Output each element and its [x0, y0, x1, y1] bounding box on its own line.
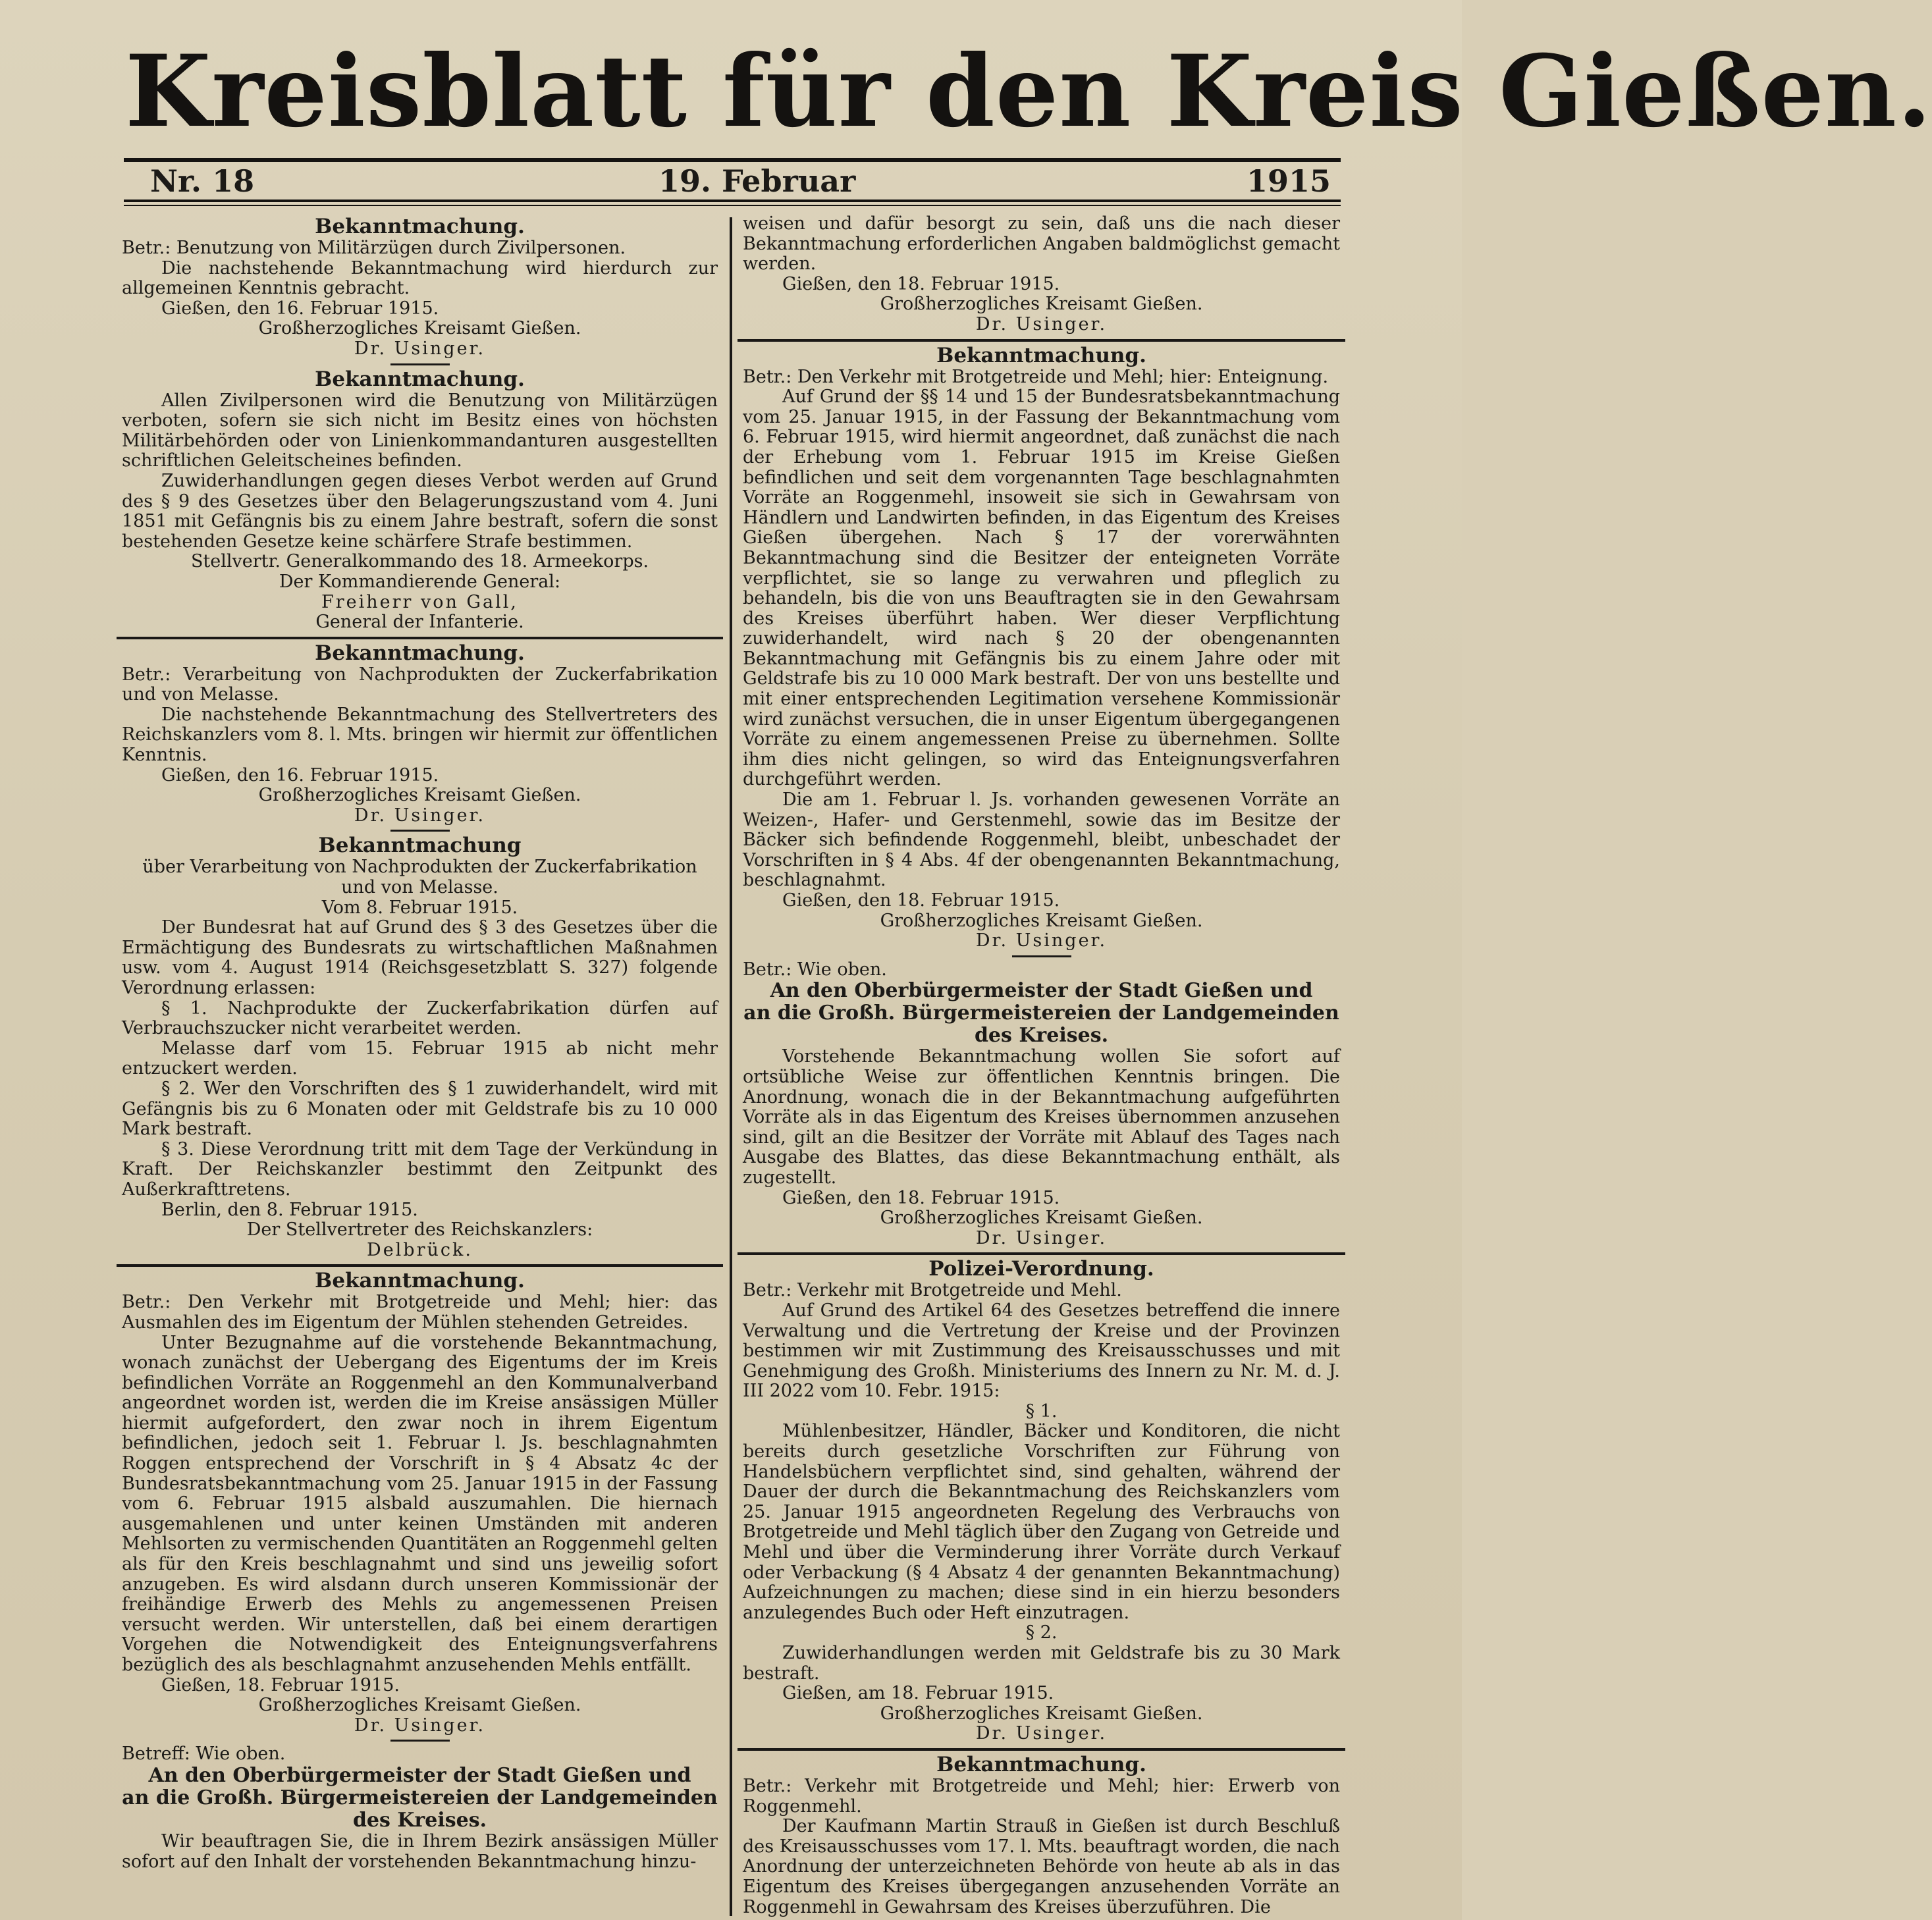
notice-paragraph: Allen Zivilpersonen wird die Benutzung von Militärzügen verboten, sofern sie sich nicht im Besitz eines von höchsten Militärbehörden oder von Linienkommandanturen ausgestellten schriftlichen Geleitscheines befinden. — [122, 390, 718, 471]
column-divider — [730, 217, 732, 1916]
issue-year: 1915 — [1247, 163, 1331, 199]
notice-text: weisen und dafür besorgt zu sein, daß uns die nach dieser Bekanntmachung erforderlichen Angaben baldmöglichst gemacht werden. — [743, 213, 1340, 275]
notice-text: Die nachstehende Bekanntmachung wird hierdurch zur allgemeinen Kenntnis gebracht. — [122, 257, 718, 299]
notice-paragraph: Auf Grund des Artikel 64 des Gesetzes betreffend die innere Verwaltung und die Vertretung der Kreise und der Provinzen bestimmen wir mit Zustimmung des Kreisausschusses und mit Genehmigung des Großh. Ministeriums des Innern zu Nr. M. d. J. III 2022 vom 10. Febr. 1915: — [743, 1300, 1340, 1402]
notice-text: Vorstehende Bekanntmachung wollen Sie sofort auf ortsübliche Weise zur öffentlichen Kenntnis bringen. Die Anordnung, wonach die in der Bekanntmachung aufgeführten Vorräte als in das Eigentum des Kreises übernommen anzusehen sind, gilt an die Besitzer der Vorräte mit Ablauf des Tages nach Ausgabe des Blattes, das diese Bekanntmachung enthält, als zugestellt. — [743, 1046, 1340, 1188]
notice-sugar-byproducts — [122, 642, 718, 832]
notice-paragraph: Zuwiderhandlungen werden mit Geldstrafe bis zu 30 Mark bestraft. — [743, 1643, 1340, 1684]
notice-subject: Betr.: Verkehr mit Brotgetreide und Mehl; hier: Erwerb von Roggenmehl. — [743, 1775, 1340, 1817]
issue-number: Nr. 18 — [150, 163, 255, 199]
notice-mayors-mills — [122, 1744, 718, 1872]
notice-mill-grinding — [122, 1269, 718, 1742]
notice-signature: Delbrück. — [367, 1239, 473, 1260]
notice-place-date: Gießen, den 18. Februar 1915. — [782, 273, 1060, 294]
notice-text: Die nachstehende Bekanntmachung des Stellvertreters des Reichskanzlers vom 8. l. Mts. bringen wir hiermit zur öffentlichen Kenntnis. — [122, 704, 718, 766]
notice-police-ordinance — [743, 1258, 1340, 1751]
notice-paragraph: Der Bundesrat hat auf Grund des § 3 des Gesetzes über die Ermächtigung des Bundesrats zu wirtschaftlichen Maßnahmen usw. vom 4. August 1914 (Reichsgesetzblatt S. 327) folgende Verordnung erlassen: — [122, 917, 718, 998]
notice-subject: Betr.: Den Verkehr mit Brotgetreide und Mehl; hier: das Ausmahlen des im Eigentum der Mühlen stehenden Getreides. — [122, 1292, 718, 1333]
notice-subject: Betreff: Wie oben. — [122, 1744, 286, 1765]
notice-office: Großherzogliches Kreisamt Gießen. — [880, 910, 1203, 931]
notice-paragraph: Mühlenbesitzer, Händler, Bäcker und Konditoren, die nicht bereits durch gesetzliche Vorschriften zur Führung von Handelsbüchern verpflichtet sind, sind gehalten, während der Dauer der durch die Bekanntmachung des Reichskanzlers vom 25. Januar 1915 angeordneten Regelung des Verbrauchs von Brotgetreide und Mehl täglich über den Zugang von Getreide und Mehl und über die Verminderung ihrer Vorräte durch Verkauf oder Verbackung (§ 4 Absatz 4 der genannten Bekanntmachung) Aufzeichnungen zu machen; diese sind in ein hierzu besonders anzulegendes Buch oder Heft einzutragen. — [743, 1421, 1340, 1623]
section-divider — [738, 1748, 1345, 1751]
paragraph-number: § 1. — [1025, 1400, 1058, 1422]
notice-heading: Bekanntmachung. — [936, 343, 1146, 367]
masthead-rule-mid — [124, 200, 1341, 202]
notice-paragraph: § 1. Nachprodukte der Zuckerfabrikation dürfen auf Verbrauchszucker nicht verarbeitet werden. — [122, 998, 718, 1039]
notice-military-trains — [122, 215, 718, 365]
notice-subheading: über Verarbeitung von Nachprodukten der Zuckerfabrikation — [142, 857, 697, 878]
notice-office: Großherzogliches Kreisamt Gießen. — [880, 1208, 1203, 1229]
notice-signature: Dr. Usinger. — [975, 930, 1108, 951]
notice-place-date: Berlin, den 8. Februar 1915. — [161, 1199, 418, 1220]
notice-heading: Bekanntmachung. — [315, 215, 525, 238]
notice-place-date: Gießen, den 18. Februar 1915. — [782, 1187, 1060, 1208]
notice-office: Großherzogliches Kreisamt Gießen. — [258, 785, 581, 806]
notice-signature: Dr. Usinger. — [354, 805, 486, 826]
notice-expropriation — [743, 344, 1340, 957]
notice-text: Der Kaufmann Martin Strauß in Gießen ist durch Beschluß des Kreisausschusses vom 17. l. Mts. beauftragt worden, die nach Anordnung der unterzeichneten Behörde von heute ab als in das Eigentum des Kreises übergegangen anzusehenden Vorräte an Roggenmehl in Gewahrsam des Kreises überzuführen. Die — [743, 1816, 1340, 1917]
notice-paragraph: Die am 1. Februar l. Js. vorhanden gewesenen Vorräte an Weizen-, Hafer- und Gerstenmehl, sowie das im Besitze der Bäcker sich befindende Roggenmehl, bleibt, unbeschadet der Vorschriften in § 4 Abs. 4f der obengenannten Bekanntmachung, beschlagnahmt. — [743, 789, 1340, 891]
section-divider — [738, 1252, 1345, 1255]
notice-place-date: Gießen, 18. Februar 1915. — [161, 1674, 400, 1695]
notice-subheading-date: Vom 8. Februar 1915. — [321, 897, 518, 918]
notice-paragraph: § 3. Diese Verordnung tritt mit dem Tage der Verkündung in Kraft. Der Reichskanzler bestimmt den Zeitpunkt des Außerkrafttretens. — [122, 1138, 718, 1200]
notice-authority-title: Der Kommandierende General: — [279, 571, 561, 592]
notice-heading: Bekanntmachung. — [936, 1752, 1146, 1776]
notice-text: Unter Bezugnahme auf die vorstehende Bekanntmachung, wonach zunächst der Uebergang des Eigentums der im Kreis befindlichen Vorräte an Roggenmehl an den Kommunalverband angeordnet worden ist, werden die im Kreise ansässigen Müller hiermit aufgefordert, den zwar noch in ihrem Eigentum befindlichen, jedoch seit 1. Februar l. Js. beschlagnahmten Roggen entsprechend der Vorschrift in § 4 Absatz 4c der Bundesratsbekanntmachung vom 25. Januar 1915 in der Fassung vom 6. Februar 1915 alsbald auszumahlen. Die hiernach ausgemahlenen und unter keinen Umständen mit anderen Mehlsorten zu vermischenden Quantitäten an Roggenmehl gelten als für den Kreis beschlagnahmt und sind uns jeweilig sofort anzugeben. Es wird alsdann durch unseren Kommissionär der freihändige Erwerb des Mehls zu angemessenen Preisen versucht werden. Wir unterstellen, daß bei einem derartigen Vorgehen die Notwendigkeit des Enteignungsverfahrens bezüglich des als beschlagnahmt anzusehenden Mehls entfällt. — [122, 1332, 718, 1675]
notice-address-line: des Kreises. — [352, 1808, 487, 1832]
notice-signature: Dr. Usinger. — [975, 1227, 1108, 1248]
notice-mayors-publish — [743, 960, 1340, 1256]
right-column — [743, 213, 1340, 1917]
notice-office: Großherzogliches Kreisamt Gießen. — [258, 1695, 581, 1716]
left-column — [122, 214, 718, 1909]
notice-address-line: an die Großh. Bürgermeistereien der Landgemeinden — [743, 1001, 1339, 1025]
notice-continuation — [743, 214, 1340, 342]
masthead-rule-bottom — [124, 205, 1341, 206]
notice-civilians-ban — [122, 368, 718, 639]
notice-sugar-ordinance — [122, 834, 718, 1267]
notice-paragraph: Auf Grund der §§ 14 und 15 der Bundesratsbekanntmachung vom 25. Januar 1915, in der Fassung der Bekanntmachung vom 6. Februar 1915, wird hiermit angeordnet, daß zunächst die nach der Erhebung vom 1. Februar 1915 im Kreise Gießen befindlichen und seit dem vorgenannten Tage beschlagnahmten Vorräte an Roggenmehl, insoweit sie sich in Gewahrsam von Händlern und Landwirten befinden, in das Eigentum des Kreises Gießen übergehen. Nach § 17 der vorerwähnten Bekanntmachung sind die Besitzer der enteigneten Vorräte verpflichtet, sie so lange zu verwahren und pfleglich zu behandeln, bis die von uns Beauftragten sie in den Gewahrsam des Kreises überführt haben. Wer dieser Verpflichtung zuwiderhandelt, wird nach § 20 der obengenannten Bekanntmachung mit Gefängnis bis zu einem Jahre oder mit Geldstrafe bis zu 10 000 Mark bestraft. Der von uns bestellte und mit einer entsprechenden Legitimation versehene Kommissionär wird zunächst versuchen, die in unser Eigentum übergegangenen Vorräte zu einem angemessenen Preise zu übernehmen. Sollte ihm dies nicht gelingen, so wird das Enteignungsverfahren durchgeführt werden. — [743, 387, 1340, 790]
notice-signature: Dr. Usinger. — [975, 1723, 1108, 1744]
notice-heading: Bekanntmachung. — [315, 367, 525, 391]
notice-heading: Bekanntmachung. — [315, 1269, 525, 1293]
notice-subject: Betr.: Verarbeitung von Nachprodukten der Zuckerfabrikation und von Melasse. — [122, 664, 718, 705]
short-divider — [390, 363, 450, 365]
notice-address-line: An den Oberbürgermeister der Stadt Gießen und — [770, 979, 1313, 1003]
notice-authority: Stellvertr. Generalkommando des 18. Armeekorps. — [190, 551, 649, 572]
notice-subject: Betr.: Den Verkehr mit Brotgetreide und Mehl; hier: Enteignung. — [743, 366, 1329, 387]
notice-paragraph: § 2. Wer den Vorschriften des § 1 zuwiderhandelt, wird mit Gefängnis bis zu 6 Monaten oder mit Geldstrafe bis zu 10 000 Mark bestraft. — [122, 1078, 718, 1140]
notice-signature: Dr. Usinger. — [354, 338, 486, 359]
notice-signature-rank: General der Infanterie. — [315, 612, 524, 633]
notice-office: Großherzogliches Kreisamt Gießen. — [880, 1703, 1203, 1724]
notice-office: Der Stellvertreter des Reichskanzlers: — [246, 1219, 593, 1240]
notice-text: Wir beauftragen Sie, die in Ihrem Bezirk ansässigen Müller sofort auf den Inhalt der vorstehenden Bekanntmachung hinzu- — [122, 1830, 718, 1872]
section-divider — [117, 1264, 723, 1267]
notice-place-date: Gießen, den 16. Februar 1915. — [161, 298, 439, 319]
notice-heading: Polizei-Verordnung. — [928, 1257, 1154, 1281]
notice-signature: Dr. Usinger. — [354, 1715, 486, 1736]
short-divider — [390, 1740, 450, 1742]
notice-paragraph: Melasse darf vom 15. Februar 1915 ab nicht mehr entzuckert werden. — [122, 1038, 718, 1079]
notice-address-line: An den Oberbürgermeister der Stadt Gießen und — [148, 1763, 691, 1787]
notice-signature: Freiherr von Gall, — [321, 591, 519, 612]
section-divider — [738, 339, 1345, 342]
section-divider — [117, 637, 723, 639]
notice-paragraph: Zuwiderhandlungen gegen dieses Verbot werden auf Grund des § 9 des Gesetzes über den Belagerungszustand vom 4. Juni 1851 mit Gefängnis bis zu einem Jahre bestraft, sofern die sonst bestehenden Gesetze keine schärfere Strafe bestimmen. — [122, 470, 718, 552]
notice-signature: Dr. Usinger. — [975, 313, 1108, 334]
short-divider — [1012, 955, 1071, 957]
notice-subject: Betr.: Wie oben. — [743, 959, 887, 980]
notice-place-date: Gießen, den 18. Februar 1915. — [782, 890, 1060, 911]
notice-place-date: Gießen, am 18. Februar 1915. — [782, 1683, 1054, 1704]
notice-address-line: an die Großh. Bürgermeistereien der Landgemeinden — [122, 1786, 718, 1809]
notice-heading: Bekanntmachung. — [315, 641, 525, 665]
notice-place-date: Gießen, den 16. Februar 1915. — [161, 764, 439, 786]
notice-subheading: und von Melasse. — [341, 877, 498, 898]
notice-rye-flour — [743, 1753, 1340, 1917]
masthead-title: Kreisblatt für den Kreis Gießen. — [125, 34, 1932, 149]
notice-office: Großherzogliches Kreisamt Gießen. — [880, 294, 1203, 315]
short-divider — [390, 830, 450, 832]
issue-date: 19. Februar — [658, 163, 856, 199]
notice-subject: Betr.: Benutzung von Militärzügen durch Zivilpersonen. — [122, 238, 626, 258]
notice-subject: Betr.: Verkehr mit Brotgetreide und Mehl. — [743, 1280, 1122, 1301]
paragraph-number: § 2. — [1025, 1622, 1058, 1643]
notice-heading: Bekanntmachung — [318, 834, 522, 858]
notice-address-line: des Kreises. — [974, 1024, 1109, 1048]
notice-office: Großherzogliches Kreisamt Gießen. — [258, 318, 581, 339]
